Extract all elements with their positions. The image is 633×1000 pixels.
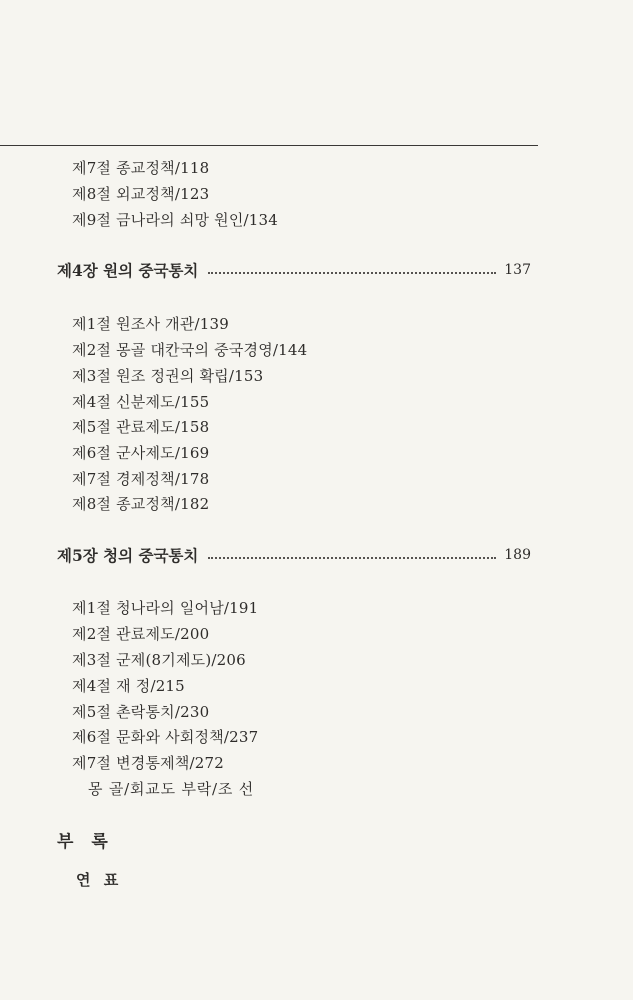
toc-entry: 제6절 군사제도/169 [72,444,210,462]
toc-entry: 제1절 원조사 개관/139 [72,315,229,333]
toc-entry: 제7절 변경통제책/272 [72,754,225,772]
toc-entry: 제2절 몽골 대칸국의 중국경영/144 [72,341,308,359]
toc-entry: 제7절 경제정책/178 [72,470,210,488]
toc-entry: 제8절 종교정책/182 [72,495,210,513]
dot-leader [208,272,496,274]
dot-leader [208,557,496,559]
chapter-heading-5 [57,544,531,566]
toc-entry: 제3절 군제(8기제도)/206 [72,651,246,669]
chapter-title: 제5장 청의 중국통치 [57,546,199,565]
toc-entry: 제9절 금나라의 쇠망 원인/134 [72,211,279,229]
toc-entry: 제6절 문화와 사회정책/237 [72,728,259,746]
chapter-page-number: 137 [504,262,531,278]
toc-entry: 제8절 외교정책/123 [72,185,210,203]
toc-entry: 제4절 신분제도/155 [72,393,210,411]
toc-entry: 제7절 종교정책/118 [72,159,210,177]
toc-entry: 제2절 관료제도/200 [72,625,210,643]
toc-entry: 제5절 관료제도/158 [72,418,210,436]
chapter-title: 제4장 원의 중국통치 [57,261,199,280]
toc-entry: 제4절 재 정/215 [72,677,185,695]
toc-entry: 제5절 촌락통치/230 [72,703,210,721]
appendix-heading: 부 록 [57,832,114,852]
toc-sub-entry: 몽 골/회교도 부락/조 선 [88,780,255,798]
appendix-item: 연 표 [76,871,123,889]
toc-entry: 제3절 원조 정권의 확립/153 [72,367,264,385]
top-rule [0,145,538,146]
toc-entry: 제1절 청나라의 일어남/191 [72,599,259,617]
chapter-heading-4 [57,259,531,281]
chapter-page-number: 189 [504,547,531,563]
